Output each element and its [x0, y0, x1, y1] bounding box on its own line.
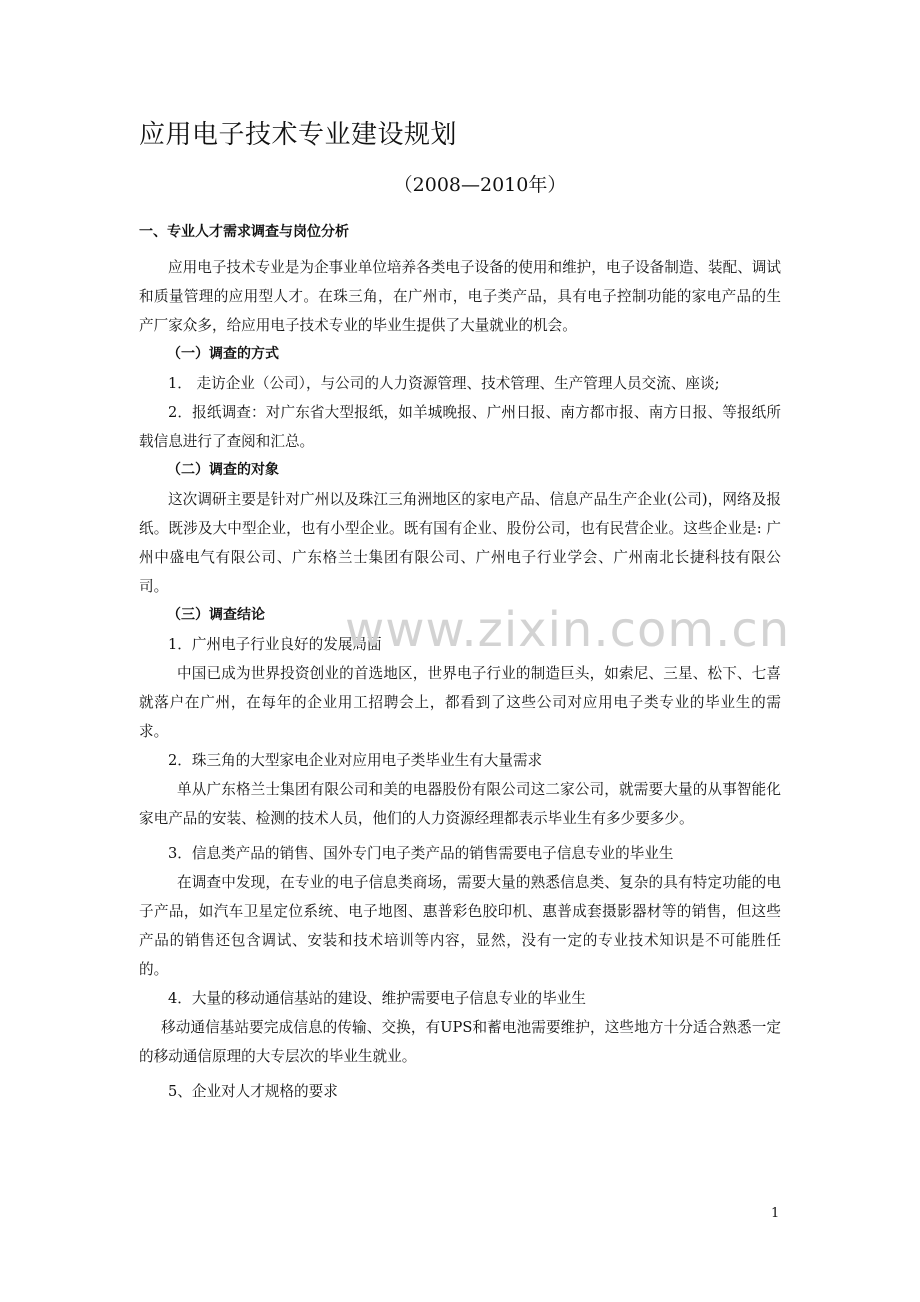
- conclusion-3-text: 在调查中发现，在专业的电子信息类商场，需要大量的熟悉信息类、复杂的具有特定功能的电子产品，如汽车卫星定位系统、电子地图、惠普彩色胶印机、惠普成套摄影器材等的销售，但这些产品的销售还包含调试、安装和技术培训等内容，显然，没有一定的专业技术知识是不可能胜任的。: [139, 874, 781, 978]
- document-body: [139, 218, 781, 1106]
- conclusion-3-heading: 3．信息类产品的销售、国外专门电子类产品的销售需要电子信息专业的毕业生: [168, 845, 674, 862]
- document-title: 应用电子技术专业建设规划: [139, 120, 458, 150]
- conclusion-4-heading: 4．大量的移动通信基站的建设、维护需要电子信息专业的毕业生: [168, 990, 586, 1007]
- conclusion-5-heading: 5、企业对人才规格的要求: [168, 1083, 338, 1100]
- subsection-heading-objects: （二）调查的对象: [167, 462, 279, 478]
- conclusion-2-text: 单从广东格兰士集团有限公司和美的电器股份有限公司这二家公司，就需要大量的从事智能化家电产品的安装、检测的技术人员，他们的人力资源经理都表示毕业生有多少要多少。: [139, 781, 781, 827]
- conclusion-1-heading: 1．广州电子行业良好的发展局面: [168, 636, 382, 653]
- watermark: www.zixin.com.cn: [345, 602, 791, 658]
- document-subtitle: （2008—2010年）: [393, 174, 567, 196]
- objects-paragraph: 这次调研主要是针对广州以及珠江三角洲地区的家电产品、信息产品生产企业(公司)，网络及报纸。既涉及大中型企业，也有小型企业。既有国有企业、股份公司，也有民营企业。这些企业是: 广州中盛电气有限公司、广东格兰士集团有限公司、广州电子行业学会、广州南北长捷科技有限公司。: [139, 491, 781, 595]
- conclusion-4-text: 移动通信基站要完成信息的传输、交换，有UPS和蓄电池需要维护，这些地方十分适合熟悉一定的移动通信原理的大专层次的毕业生就业。: [139, 1019, 781, 1065]
- intro-paragraph: 应用电子技术专业是为企事业单位培养各类电子设备的使用和维护，电子设备制造、装配、调试和质量管理的应用型人才。在珠三角，在广州市，电子类产品，具有电子控制功能的家电产品的生产厂家众多，给应用电子技术专业的毕业生提供了大量就业的机会。: [139, 259, 781, 334]
- conclusion-2-heading: 2．珠三角的大型家电企业对应用电子类毕业生有大量需求: [168, 752, 543, 769]
- subsection-heading-conclusions: （三）调查结论: [167, 607, 265, 623]
- method-item-1: 1． 走访企业（公司），与公司的人力资源管理、技术管理、生产管理人员交流、座谈;: [168, 375, 720, 392]
- conclusion-1-text: 中国已成为世界投资创业的首选地区，世界电子行业的制造巨头，如索尼、三星、松下、七喜就落户在广州，在每年的企业用工招聘会上，都看到了这些公司对应用电子类专业的毕业生的需求。: [139, 665, 781, 740]
- subsection-heading-method: （一）调查的方式: [167, 346, 279, 362]
- page-number: 1: [771, 1206, 780, 1221]
- section-heading-1: 一、专业人才需求调查与岗位分析: [139, 224, 349, 240]
- method-item-2: 2．报纸调查：对广东省大型报纸，如羊城晚报、广州日报、南方都市报、南方日报、等报纸所载信息进行了查阅和汇总。: [139, 404, 781, 450]
